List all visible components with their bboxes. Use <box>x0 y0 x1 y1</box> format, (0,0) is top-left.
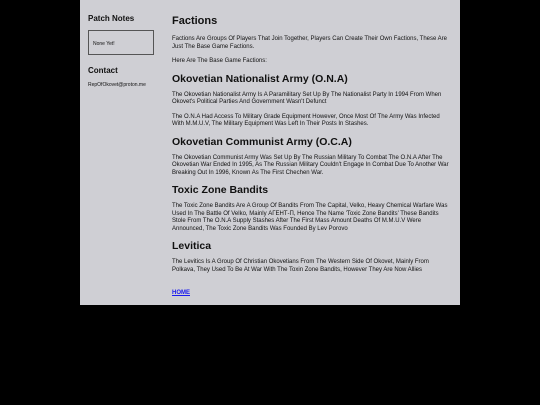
faction-heading-toxic-zone-bandits: Toxic Zone Bandits <box>172 184 269 196</box>
intro-text: Factions Are Groups Of Players That Join Together, Players Can Create Their Own Factions, These Are Just The Base Game Factions. <box>172 36 448 50</box>
main-content <box>172 14 452 299</box>
page-title: Factions <box>172 15 218 27</box>
faction-ona-paragraph-2: The O.N.A Had Access To Military Grade Equipment However, Once Most Of The Army Was Infected With M.M.U.V, The Military Equipment Was Left In Their Posts In Stashes. <box>172 113 440 127</box>
patch-notes-box <box>88 30 154 55</box>
intro-text-2: Here Are The Base Game Factions: <box>172 58 267 64</box>
faction-oca-paragraph: The Okovetian Communist Army Was Set Up By The Russian Military To Combat The O.N.A After The Okovetian War Ended In 1995, As The Russian Military Couldn't Engage In Combat Due To Another War Breaking Out In 1996, Known As The First Chechen War. <box>172 154 449 176</box>
faction-ona-paragraph-1: The Okovetian Nationalist Army Is A Paramilitary Set Up By The Nationalist Party In 1994 From When Okovet's Political Parties And Government Wasn't Defunct <box>172 91 442 105</box>
patch-notes-text: None Yet! <box>93 41 115 47</box>
contact-heading: Contact <box>88 66 118 75</box>
faction-levitica-paragraph: The Levitics Is A Group Of Christian Okovetians From The Western Side Of Okovet, Mainly From Polkava, They Used To Be At War With The Toxin Zone Bandits, However They Are Now Allies <box>172 259 429 273</box>
faction-heading-oca: Okovetian Communist Army (O.C.A) <box>172 135 352 148</box>
home-link[interactable]: HOME <box>172 290 190 296</box>
patch-notes-heading: Patch Notes <box>88 14 135 23</box>
faction-toxic-zone-bandits-paragraph: The Toxic Zone Bandits Are A Group Of Bandits From The Capital, Velko, Heavy Chemical Warfare Was Used In The Battle Of Velko, Mainly АГЕНТ-П, Hence The Name 'Toxic Zone Bandits' These Bandits Stole From The O.N.A Supply Stashes After The First Mass Amount Deaths Of M.M.U.V Were Announced, The Toxic Zone Bandits Was Founded By Lev Porovo <box>172 203 448 232</box>
sidebar <box>88 14 158 88</box>
contact-email: RepOfOkovet@proton.me <box>88 82 146 88</box>
faction-heading-levitica: Levitica <box>172 240 212 252</box>
faction-heading-ona: Okovetian Nationalist Army (O.N.A) <box>172 72 348 85</box>
page-panel <box>80 0 460 305</box>
